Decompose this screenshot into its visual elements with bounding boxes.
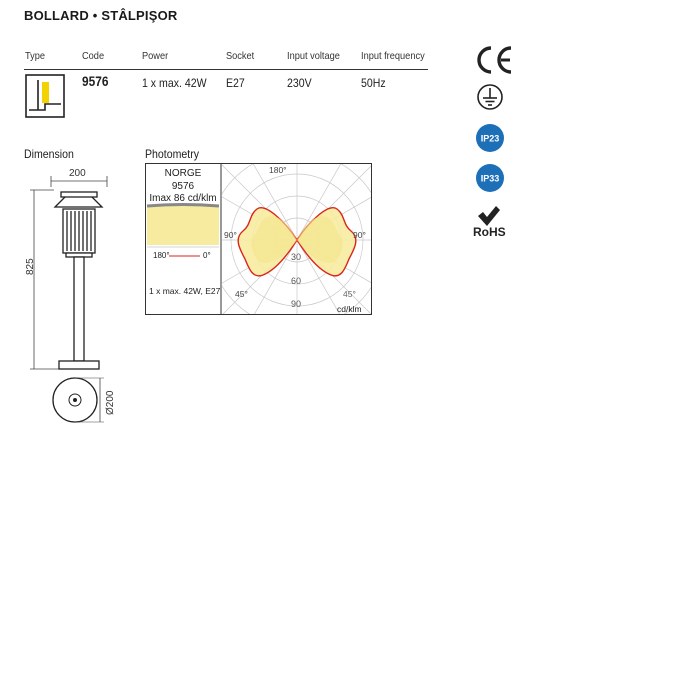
pole: [74, 257, 84, 361]
header-input-frequency: Input frequency: [361, 50, 425, 62]
value-power: 1 x max. 42W: [142, 76, 207, 90]
angle-right: 90°: [353, 230, 366, 240]
photometry-imax: Imax 86 cd/klm: [149, 193, 217, 204]
header-socket: Socket: [226, 50, 255, 62]
page-title: BOLLARD • STÂLPIŞOR: [24, 8, 178, 23]
header-rule: [24, 69, 428, 70]
header-input-voltage: Input voltage: [287, 50, 340, 62]
value-socket: E27: [226, 76, 245, 90]
height-label: 825: [25, 258, 36, 275]
width-label: 200: [69, 168, 86, 179]
value-input-voltage: 230V: [287, 76, 312, 90]
svg-text:IP33: IP33: [480, 173, 500, 184]
rohs-icon: [472, 204, 514, 238]
ip33-badge: [474, 162, 506, 194]
radial-label-30: 30: [291, 252, 302, 262]
dimension-drawing: [20, 165, 130, 430]
type-icon: [25, 74, 65, 118]
unit-label: cd/klm: [337, 304, 362, 314]
rohs-label: RoHS: [473, 225, 506, 238]
header-code: Code: [82, 50, 105, 62]
photometry-label: Photometry: [145, 147, 199, 161]
photometry-code: 9576: [171, 181, 195, 192]
angle-bottom-right: 45°: [343, 289, 356, 299]
legend-0: 0°: [203, 251, 211, 260]
angle-top: 180°: [269, 165, 287, 175]
photometry-panel: [145, 163, 375, 318]
angle-bottom-left: 45°: [235, 289, 248, 299]
value-input-frequency: 50Hz: [361, 76, 386, 90]
header-type: Type: [25, 50, 46, 62]
angle-left: 90°: [224, 230, 237, 240]
photometry-lamp: 1 x max. 42W, E27: [149, 286, 221, 296]
base: [59, 361, 99, 369]
radial-label-60: 60: [291, 276, 302, 286]
photometry-brand: NORGE: [164, 168, 202, 179]
radial-label-90: 90: [291, 299, 302, 309]
legend-180: 180°: [153, 251, 170, 260]
ground-icon: [474, 83, 506, 111]
ip23-badge: [474, 122, 506, 154]
dimension-label: Dimension: [24, 147, 74, 161]
svg-text:IP23: IP23: [480, 133, 500, 144]
shade-band: [147, 205, 219, 246]
lamp-head: [55, 192, 102, 257]
diameter-label: Ø200: [105, 390, 116, 415]
value-code: 9576: [82, 74, 109, 89]
header-power: Power: [142, 50, 169, 62]
ce-icon: [474, 44, 514, 76]
